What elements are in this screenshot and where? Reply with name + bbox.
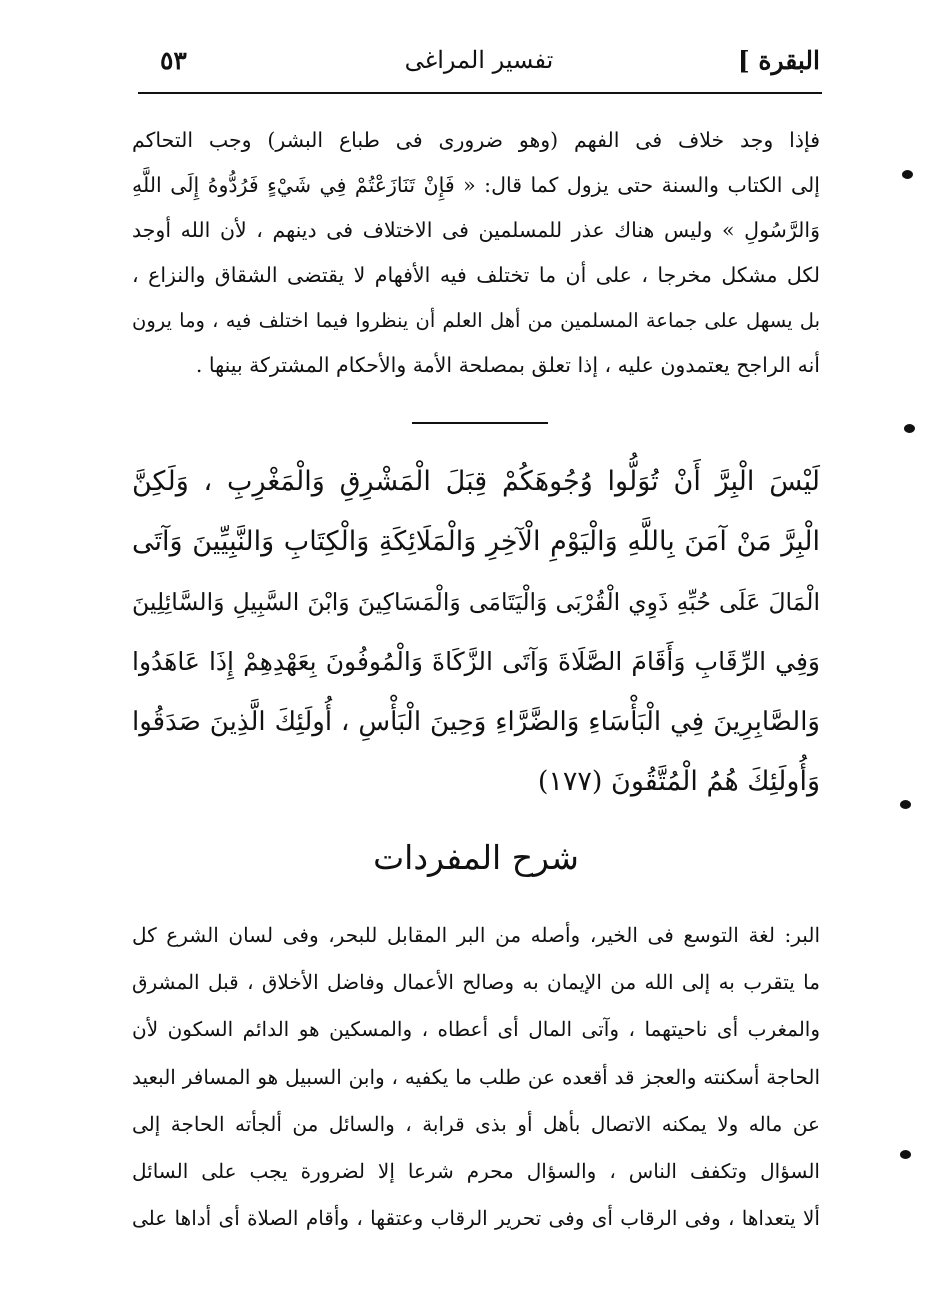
binding-mark xyxy=(900,800,911,809)
verse-line: لَيْسَ الْبِرَّ أَنْ تُوَلُّوا وُجُوهَكُمْ قِبَلَ الْمَشْرِقِ وَالْمَغْرِبِ ، وَلَكِنَّ xyxy=(132,466,820,497)
binding-mark xyxy=(900,1150,911,1159)
verse-line: الْمَالَ عَلَى حُبِّهِ ذَوِي الْقُرْبَى وَالْيَتَامَى وَالْمَسَاكِينَ وَابْنَ السَّبِيلِ وَالسَّائِلِينَ xyxy=(132,588,820,616)
commentary-line: إلى الكتاب والسنة حتى يزول كما قال: « فَإِنْ تَنَازَعْتُمْ فِي شَيْءٍ فَرُدُّوهُ إِلَى اللَّهِ xyxy=(132,173,820,197)
section-heading: شرح المفردات xyxy=(373,838,579,877)
binding-mark xyxy=(902,170,913,179)
verse-line: وَالصَّابِرِينَ فِي الْبَأْسَاءِ وَالضَّرَّاءِ وَحِينَ الْبَأْسِ ، أُولَئِكَ الَّذِينَ صَدَقُوا xyxy=(132,707,820,737)
vocab-line: عن ماله ولا يمكنه الاتصال بأهل أو بذى قرابة ، والسائل من ألجأته الحاجة إلى xyxy=(132,1111,820,1136)
verse-line: وَأُولَئِكَ هُمُ الْمُتَّقُونَ (١٧٧) xyxy=(537,766,820,797)
vocab-line: ما يتقرب به إلى الله من الإيمان به وصالح الأعمال وفاضل الأخلاق ، قبل المشرق xyxy=(132,970,820,995)
page-number: ٥٣ xyxy=(160,46,187,75)
quran-verse xyxy=(132,452,820,812)
verse-line: وَفِي الرِّقَابِ وَأَقَامَ الصَّلَاةَ وَآتَى الزَّكَاةَ وَالْمُوفُونَ بِعَهْدِهِمْ إِذَا عَاهَدُوا xyxy=(132,647,820,676)
page-header xyxy=(138,42,820,90)
commentary-line: أنه الراجح يعتمدون عليه ، إذا تعلق بمصلحة الأمة والأحكام المشتركة بينها . xyxy=(195,353,820,377)
vocab-line: البر: لغة التوسع فى الخير، وأصله من البر المقابل للبحر، وفى لسان الشرع كل xyxy=(132,923,820,947)
binding-mark xyxy=(904,424,915,433)
commentary-line: لكل مشكل مخرجا ، على أن ما تختلف فيه الأفهام لا يقتضى الشقاق والنزاع ، xyxy=(132,263,820,287)
vocab-line: السؤال وتكفف الناس ، والسؤال محرم شرعا إلا لضرورة يجب على السائل xyxy=(132,1159,820,1184)
commentary-line: فإذا وجد خلاف فى الفهم (وهو ضرورى فى طباع البشر) وجب التحاكم xyxy=(132,128,820,152)
commentary-line: بل يسهل على جماعة المسلمين من أهل العلم أن ينظروا فيما اختلف فيه ، وما يرون xyxy=(132,309,820,332)
vocabulary-paragraph xyxy=(132,912,820,1242)
section-divider xyxy=(412,422,548,424)
vocab-line: والمغرب أى ناحيتهما ، وآتى المال أى أعطاه ، والمسكين هو الدائم السكون لأن xyxy=(132,1017,820,1042)
surah-name: البقرة ] xyxy=(737,46,820,75)
running-title: تفسير المراغى xyxy=(404,46,554,74)
verse-line: الْبِرَّ مَنْ آمَنَ بِاللَّهِ وَالْيَوْمِ الْآخِرِ وَالْمَلَائِكَةِ وَالْكِتَابِ وَالنَّبِيِّينَ وَآتَى xyxy=(132,526,820,557)
vocab-line: الحاجة أسكنته والعجز قد أقعده عن طلب ما يكفيه ، وابن السبيل هو المسافر البعيد xyxy=(132,1064,820,1089)
header-rule xyxy=(138,92,822,94)
commentary-paragraph xyxy=(132,118,820,388)
vocab-line: ألا يتعداها ، وفى الرقاب أى وفى تحرير الرقاب وعتقها ، وأقام الصلاة أى أداها على xyxy=(132,1206,820,1231)
commentary-line: وَالرَّسُولِ » وليس هناك عذر للمسلمين فى الاختلاف فى دينهم ، لأن الله أوجد xyxy=(132,218,820,242)
